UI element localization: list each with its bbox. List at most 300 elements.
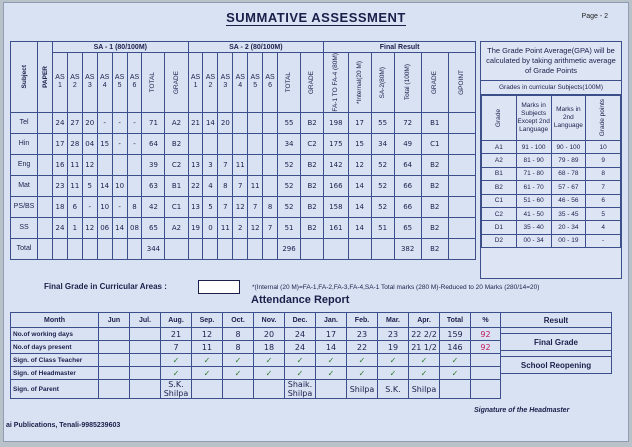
sa2-as-cell: 22 (188, 175, 203, 196)
attendance-cell (471, 354, 501, 367)
attendance-cell: ✓ (285, 354, 316, 367)
internal-header: *Internal(20 M) (355, 60, 363, 104)
gpa-row (482, 207, 621, 220)
gpa-cell: 00 - 19 (551, 234, 586, 247)
sa2-as-cell (263, 175, 278, 196)
sa1-grade-cell: C1 (165, 196, 188, 217)
total-label-cell: Total (11, 238, 38, 259)
attendance-cell (223, 380, 254, 399)
sa1-title: SA - 1 (80/100M) (53, 42, 189, 53)
sa2-as-cell: 7 (263, 217, 278, 238)
month-header: Nov. (254, 313, 285, 328)
paper-cell (38, 196, 53, 217)
gpoint-cell (448, 112, 475, 133)
sa2m-header: SA-2(80M) (378, 66, 386, 99)
attendance-label: Sign. of Class Teacher (11, 354, 99, 367)
final-grade-cell: B2 (421, 154, 448, 175)
sa1-as-cell: - (112, 133, 127, 154)
sa1-as-cell: 24 (53, 112, 68, 133)
month-header: Jul. (130, 313, 161, 328)
sa2-as-cell (233, 133, 248, 154)
internal-cell: 14 (348, 217, 371, 238)
sa1-as-cell: 20 (82, 112, 97, 133)
sa1-grade-cell: A2 (165, 112, 188, 133)
marks-row (11, 154, 476, 175)
empty-cell (82, 238, 97, 259)
sa1-total-cell: 64 (142, 133, 165, 154)
attendance-cell: 17 (316, 328, 347, 341)
final-grade-header: GRADE (430, 70, 438, 94)
sa1-as-cell: - (127, 133, 142, 154)
internal-cell: 14 (348, 196, 371, 217)
attendance-cell: ✓ (285, 367, 316, 380)
attendance-cell (99, 328, 130, 341)
sa2-grade-cell: C2 (301, 133, 324, 154)
attendance-cell: 21 (161, 328, 192, 341)
subject-cell: PS/BS (11, 196, 38, 217)
attendance-cell: ✓ (223, 354, 254, 367)
month-header: % (471, 313, 501, 328)
sa2-as-cell (263, 154, 278, 175)
attendance-cell (192, 380, 223, 399)
sa2-as-cell: 7 (218, 154, 233, 175)
month-header: Apr. (409, 313, 440, 328)
attendance-cell: ✓ (347, 354, 378, 367)
empty-cell (127, 238, 142, 259)
empty-cell (248, 238, 263, 259)
sa2-as-cell: 13 (188, 196, 203, 217)
sa1-as-cell: - (112, 112, 127, 133)
empty-cell (301, 238, 324, 259)
gpoint-cell (448, 217, 475, 238)
sa1-total-cell: 65 (142, 217, 165, 238)
sa1-as-cell: 24 (53, 217, 68, 238)
empty-cell (203, 238, 218, 259)
attendance-cell: ✓ (192, 367, 223, 380)
publisher-label: ai Publications, Tenali-9985239603 (6, 422, 121, 429)
sa1-as-cell: 11 (67, 175, 82, 196)
sa2-as-cell: 14 (203, 112, 218, 133)
page-number: Page - 2 (581, 13, 608, 20)
attendance-cell (99, 367, 130, 380)
empty-cell (348, 238, 371, 259)
attendance-cell: ✓ (161, 367, 192, 380)
sa2-as-cell: 0 (203, 217, 218, 238)
as-header: AS 2 (67, 53, 82, 113)
gpoint-cell (448, 196, 475, 217)
as-header: AS 1 (188, 53, 203, 113)
sa2-as-cell: 19 (188, 217, 203, 238)
final-grade-cell: B2 (421, 175, 448, 196)
attendance-body (11, 313, 501, 399)
paper-header: PAPER (41, 65, 49, 88)
column-header-row (11, 53, 476, 113)
gpa-row (482, 141, 621, 154)
gpa-2nd-lang-header: Marks in 2nd Language (551, 96, 586, 141)
assessment-sheet (3, 2, 629, 442)
sa2-total-cell: 52 (278, 154, 301, 175)
fa-cell: 142 (324, 154, 348, 175)
sa1-grade-cell: C2 (165, 154, 188, 175)
total100-header: Total (100M) (403, 64, 411, 101)
fa-cell: 166 (324, 175, 348, 196)
sa1-as-cell: 14 (112, 217, 127, 238)
attendance-cell: 11 (192, 341, 223, 354)
as-header: AS 4 (97, 53, 112, 113)
attendance-label: No.of days present (11, 341, 99, 354)
attendance-cell: ✓ (223, 367, 254, 380)
sa1-as-cell: 5 (82, 175, 97, 196)
sa2-as-cell: 11 (248, 175, 263, 196)
sa1-as-cell: 17 (53, 133, 68, 154)
sa2-as-cell: 4 (203, 175, 218, 196)
gpa-cell: 20 - 34 (551, 221, 586, 234)
month-header: Mar. (378, 313, 409, 328)
internal-cell: 15 (348, 133, 371, 154)
gpa-cell: 61 - 70 (516, 181, 551, 194)
attendance-cell (440, 380, 471, 399)
sa1-grade-cell: B2 (165, 133, 188, 154)
sa1-grand-total: 344 (142, 238, 165, 259)
group-header-row (11, 42, 476, 53)
attendance-cell: 21 1/2 (409, 341, 440, 354)
attendance-cell: 22 (347, 341, 378, 354)
sa2-as-cell: 7 (233, 175, 248, 196)
gpa-cell: 4 (586, 221, 621, 234)
empty-cell (324, 238, 348, 259)
total-header: TOTAL (285, 72, 293, 93)
gpoint-cell (448, 175, 475, 196)
gpa-cell: - (586, 234, 621, 247)
gpa-cell: 91 - 100 (516, 141, 551, 154)
sa1-grade-cell: A2 (165, 217, 188, 238)
internal-cell: 12 (348, 154, 371, 175)
gpa-row (482, 167, 621, 180)
attendance-cell: 159 (440, 328, 471, 341)
attendance-cell: ✓ (409, 354, 440, 367)
sa2-as-cell (248, 133, 263, 154)
sa2-as-cell: 5 (203, 196, 218, 217)
sa2-as-cell: 8 (218, 175, 233, 196)
gpa-subtitle: Grades in curricular Subjects(100M) (481, 81, 621, 95)
sa1-as-cell: 04 (82, 133, 97, 154)
sa2-grade-cell: B2 (301, 154, 324, 175)
attendance-cell (130, 341, 161, 354)
paper-cell (38, 175, 53, 196)
sa1-as-cell (112, 154, 127, 175)
attendance-cell: 20 (254, 328, 285, 341)
gpa-header-row (482, 96, 621, 141)
gpa-cell: 6 (586, 194, 621, 207)
final-grade-label: Final Grade (501, 334, 612, 351)
attendance-cell (471, 367, 501, 380)
attendance-row (11, 341, 501, 354)
paper-cell (38, 217, 53, 238)
gpa-cell: 00 - 34 (516, 234, 551, 247)
sa1-total-cell: 39 (142, 154, 165, 175)
gpa-cell: D2 (482, 234, 517, 247)
attendance-cell: ✓ (254, 367, 285, 380)
gpa-panel (480, 41, 622, 279)
gpa-cell: 7 (586, 181, 621, 194)
gpa-cell: B2 (482, 181, 517, 194)
month-header: Sep. (192, 313, 223, 328)
marks-row (11, 133, 476, 154)
subject-header: Subject (20, 65, 28, 89)
total100-cell: 64 (394, 154, 421, 175)
total-header: TOTAL (149, 72, 157, 93)
sa1-as-cell: 27 (67, 112, 82, 133)
gpa-cell: B1 (482, 167, 517, 180)
gpa-cell: 51 - 60 (516, 194, 551, 207)
attendance-cell (99, 380, 130, 399)
attendance-row (11, 380, 501, 399)
sa2-as-cell: 11 (233, 154, 248, 175)
gpa-cell: 81 - 90 (516, 154, 551, 167)
attendance-cell: 8 (223, 328, 254, 341)
sa2m-cell: 52 (371, 154, 394, 175)
empty-cell (218, 238, 233, 259)
paper-cell (38, 133, 53, 154)
sa1-as-cell (127, 175, 142, 196)
subject-cell: Eng (11, 154, 38, 175)
month-header: Oct. (223, 313, 254, 328)
total100-cell: 65 (394, 217, 421, 238)
as-header: AS 3 (82, 53, 97, 113)
sa1-as-cell: 08 (127, 217, 142, 238)
gpa-intro: The Grade Point Average(GPA) will be calculated by taking arithmetic average of Grade Points (481, 42, 621, 81)
subject-cell: Tel (11, 112, 38, 133)
sa1-as-cell (127, 154, 142, 175)
sa1-grade-cell: B1 (165, 175, 188, 196)
sa2-as-cell (218, 133, 233, 154)
sa1-as-cell: - (127, 112, 142, 133)
gpa-row (482, 221, 621, 234)
gpa-cell: 71 - 80 (516, 167, 551, 180)
internal-note: *(Internal (20 M)=FA-1,FA-2,FA-3,FA-4,SA-1 Total marks (280 M)-Reduced to 20 Marks (280/14=20) (252, 284, 540, 291)
gpa-cell: 5 (586, 207, 621, 220)
attendance-cell: 18 (254, 341, 285, 354)
fa-cell: 161 (324, 217, 348, 238)
gpoint-cell (448, 154, 475, 175)
sa2-total-cell: 51 (278, 217, 301, 238)
marks-row (11, 175, 476, 196)
marks-table (10, 41, 476, 260)
gpa-cell: 90 - 100 (551, 141, 586, 154)
final-grand-grade: B2 (421, 238, 448, 259)
gpa-points-header: Grade points (599, 99, 607, 137)
sa2-total-cell: 55 (278, 112, 301, 133)
sa1-as-cell: 12 (82, 154, 97, 175)
sa1-as-cell: 06 (97, 217, 112, 238)
gpa-grade-header: Grade (494, 108, 502, 128)
subject-cell: SS (11, 217, 38, 238)
attendance-cell: ✓ (316, 367, 347, 380)
internal-cell: 14 (348, 175, 371, 196)
grade-header: GRADE (172, 70, 180, 94)
as-header: AS 3 (218, 53, 233, 113)
empty-cell (112, 238, 127, 259)
sa2m-cell: 55 (371, 112, 394, 133)
gpa-cell: A2 (482, 154, 517, 167)
attendance-cell: 22 2/2 (409, 328, 440, 341)
gpa-cell: A1 (482, 141, 517, 154)
attendance-cell (130, 354, 161, 367)
sa2-total-cell: 52 (278, 196, 301, 217)
attendance-cell: 24 (285, 341, 316, 354)
gpa-marks-header: Marks in Subjects Except 2nd Language (516, 96, 551, 141)
month-header-row (11, 313, 501, 328)
grade-header: GRADE (308, 70, 316, 94)
attendance-cell: S.K. Shilpa (161, 380, 192, 399)
fa-cell: 175 (324, 133, 348, 154)
gpa-cell: 46 - 56 (551, 194, 586, 207)
gpa-cell: 8 (586, 167, 621, 180)
marks-body (11, 112, 476, 259)
attendance-cell (130, 328, 161, 341)
final-grade-cell: C1 (421, 133, 448, 154)
attendance-table (10, 312, 501, 399)
as-header: AS 4 (233, 53, 248, 113)
sa2-as-cell: 20 (218, 112, 233, 133)
attendance-cell: ✓ (409, 367, 440, 380)
sa2-grade-cell: B2 (301, 196, 324, 217)
sa2m-cell: 34 (371, 133, 394, 154)
sa2-title: SA - 2 (80/100M) (188, 42, 324, 53)
sa2m-cell: 52 (371, 196, 394, 217)
fa-cell: 198 (324, 112, 348, 133)
attendance-cell: 92 (471, 328, 501, 341)
attendance-cell: 8 (223, 341, 254, 354)
attendance-cell: S.K. (378, 380, 409, 399)
fa-cell: 158 (324, 196, 348, 217)
gpa-cell: 79 - 89 (551, 154, 586, 167)
attendance-cell: 24 (285, 328, 316, 341)
total100-cell: 49 (394, 133, 421, 154)
sa1-as-cell: - (112, 196, 127, 217)
sa2-as-cell: 13 (188, 154, 203, 175)
attendance-row (11, 367, 501, 380)
gpa-row (482, 194, 621, 207)
attendance-cell (316, 380, 347, 399)
empty-cell (67, 238, 82, 259)
fa-header: FA-1 TO FA-4 (80M) (331, 53, 339, 112)
gpa-row (482, 154, 621, 167)
attendance-cell (130, 367, 161, 380)
result-table (500, 312, 612, 374)
sa1-as-cell: 28 (67, 133, 82, 154)
sa2-as-cell (248, 154, 263, 175)
sa2-grade-cell: B2 (301, 217, 324, 238)
month-header: Total (440, 313, 471, 328)
attendance-label: No.of working days (11, 328, 99, 341)
month-header: Feb. (347, 313, 378, 328)
empty-cell (97, 238, 112, 259)
marks-row (11, 112, 476, 133)
sa1-as-cell: 18 (53, 196, 68, 217)
attendance-cell: 92 (471, 341, 501, 354)
attendance-cell (471, 380, 501, 399)
attendance-cell: 12 (192, 328, 223, 341)
sa1-as-cell: 15 (97, 133, 112, 154)
attendance-cell: ✓ (347, 367, 378, 380)
paper-cell (38, 112, 53, 133)
gpa-cell: 57 - 67 (551, 181, 586, 194)
attendance-cell: ✓ (440, 354, 471, 367)
gpa-cell: 68 - 78 (551, 167, 586, 180)
total100-cell: 66 (394, 175, 421, 196)
gpoint-header: GPOINT (457, 69, 465, 95)
month-label: Month (11, 313, 99, 328)
attendance-cell: ✓ (316, 354, 347, 367)
attendance-row (11, 328, 501, 341)
gpa-cell: D1 (482, 221, 517, 234)
attendance-cell: 146 (440, 341, 471, 354)
internal-cell: 17 (348, 112, 371, 133)
sa1-as-cell: - (82, 196, 97, 217)
attendance-cell: 23 (378, 328, 409, 341)
sa2-as-cell (248, 112, 263, 133)
paper-cell (38, 154, 53, 175)
gpa-cell: 10 (586, 141, 621, 154)
attendance-cell: ✓ (192, 354, 223, 367)
sa2-as-cell: 12 (248, 217, 263, 238)
gpa-body (482, 141, 621, 248)
attendance-cell (99, 354, 130, 367)
sa2-as-cell: 3 (203, 154, 218, 175)
sa1-as-cell: - (97, 112, 112, 133)
sa2-as-cell: 7 (248, 196, 263, 217)
subject-cell: Mat (11, 175, 38, 196)
month-header: Dec. (285, 313, 316, 328)
attendance-cell (254, 380, 285, 399)
sa2-as-cell (263, 133, 278, 154)
final-grade-cell: B2 (421, 217, 448, 238)
sa1-as-cell: 10 (97, 196, 112, 217)
attendance-cell: 14 (316, 341, 347, 354)
attendance-cell: Shilpa (347, 380, 378, 399)
sa2-as-cell (233, 112, 248, 133)
sa1-as-cell (97, 154, 112, 175)
attendance-title: Attendance Report (251, 294, 350, 306)
curricular-grade-box[interactable] (198, 280, 240, 294)
attendance-cell: Shaik. Shilpa (285, 380, 316, 399)
attendance-cell: ✓ (378, 354, 409, 367)
gpa-cell: C1 (482, 194, 517, 207)
attendance-row (11, 354, 501, 367)
sa1-total-cell: 42 (142, 196, 165, 217)
sa2m-cell: 51 (371, 217, 394, 238)
gpa-row (482, 234, 621, 247)
final-result-title: Final Result (324, 42, 476, 53)
as-header: AS 5 (112, 53, 127, 113)
attendance-cell: Shilpa (409, 380, 440, 399)
gpoint-cell (448, 133, 475, 154)
marks-row (11, 196, 476, 217)
final-grade-cell: B2 (421, 196, 448, 217)
month-header: Jun (99, 313, 130, 328)
gpa-table (481, 95, 621, 248)
empty-cell (371, 238, 394, 259)
sa2-as-cell: 2 (233, 217, 248, 238)
marks-total-row (11, 238, 476, 259)
gpa-cell: 35 - 40 (516, 221, 551, 234)
as-header: AS 6 (127, 53, 142, 113)
sa2-total-cell: 52 (278, 175, 301, 196)
final-grand-total: 382 (394, 238, 421, 259)
attendance-cell (99, 341, 130, 354)
final-grade-cell: B1 (421, 112, 448, 133)
